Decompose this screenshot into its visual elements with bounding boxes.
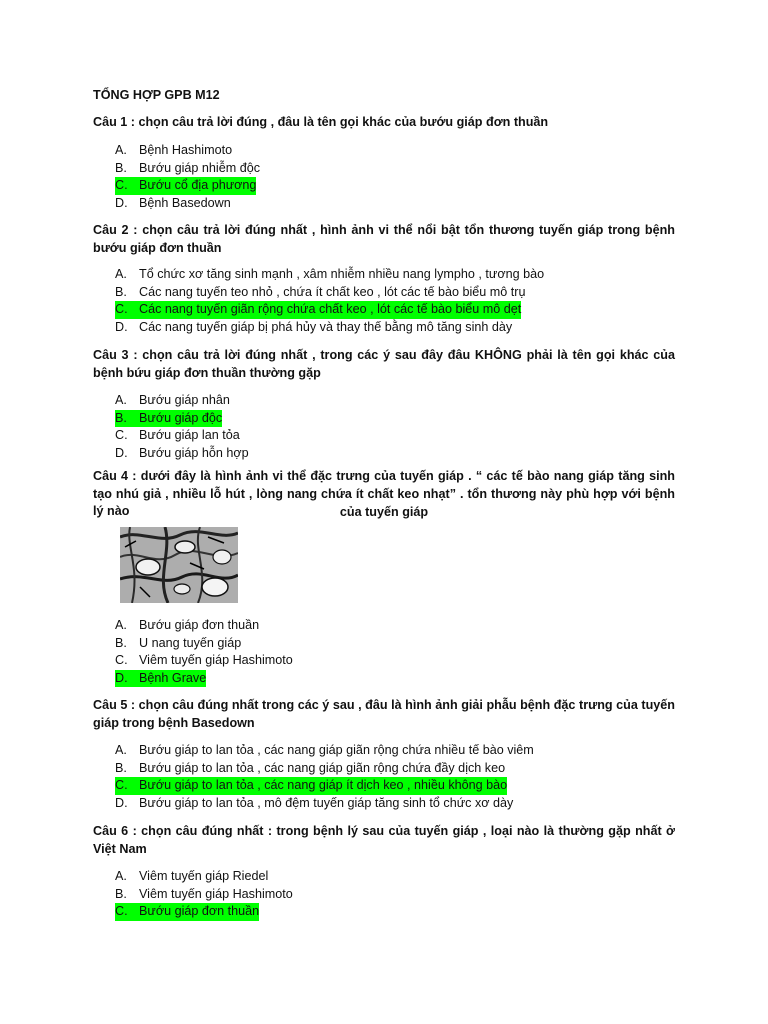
option-2-b: B. Các nang tuyến teo nhỏ , chứa ít chất keo , lót các tế bào biểu mô trụ: [115, 284, 526, 299]
option-4-b: B. U nang tuyến giáp: [115, 635, 242, 650]
option-1-d: D. Bệnh Basedown: [115, 195, 231, 210]
options-3: [115, 392, 249, 462]
option-5-d: D. Bướu giáp to lan tỏa , mô đệm tuyến giáp tăng sinh tổ chức xơ dày: [115, 795, 514, 810]
question-6: Câu 6 : chọn câu đúng nhất : trong bệnh lý sau của tuyến giáp , loại nào là thường gặp nhất ở Việt Nam: [93, 824, 675, 856]
option-5-b: B. Bướu giáp to lan tỏa , các nang giáp giãn rộng chứa đầy dịch keo: [115, 760, 506, 775]
options-6: [115, 868, 293, 921]
options-1: [115, 142, 260, 212]
option-3-c: C. Bướu giáp lan tỏa: [115, 428, 240, 443]
option-6-a: A. Viêm tuyến giáp Riedel: [115, 869, 269, 883]
question-1: Câu 1 : chọn câu trả lời đúng , đâu là tên gọi khác của bướu giáp đơn thuần: [93, 115, 549, 129]
option-4-c: C. Viêm tuyến giáp Hashimoto: [115, 653, 293, 668]
option-2-a: A. Tổ chức xơ tăng sinh mạnh , xâm nhiễm nhiều nang lympho , tương bào: [115, 267, 545, 281]
options-5: [115, 742, 534, 812]
question-3: Câu 3 : chọn câu trả lời đúng nhất , trong các ý sau đây đâu KHÔNG phải là tên gọi khác của bệnh bứu giáp đơn thuần thường gặp: [93, 348, 675, 380]
option-4-a: A. Bướu giáp đơn thuần: [115, 618, 260, 632]
micrograph-image: [120, 527, 238, 603]
option-1-c-correct: C. Bướu cổ địa phương: [115, 177, 256, 195]
options-2: [115, 266, 544, 336]
option-6-c-correct: C. Bướu giáp đơn thuần: [115, 903, 259, 921]
option-1-a: A. Bệnh Hashimoto: [115, 143, 233, 157]
option-3-d: D. Bướu giáp hỗn hợp: [115, 445, 249, 460]
option-3-b-correct: B. Bướu giáp độc: [115, 410, 222, 428]
option-5-c-correct: C. Bướu giáp to lan tỏa , các nang giáp ít dịch keo , nhiều không bào: [115, 777, 507, 795]
option-2-c-correct: C. Các nang tuyến giãn rộng chứa chất keo , lót các tế bào biểu mô dẹt: [115, 301, 521, 319]
question-5: Câu 5 : chọn câu đúng nhất trong các ý sau , đâu là hình ảnh giải phẫu bệnh đặc trưng của tuyến giáp trong bệnh Basedown: [93, 698, 675, 730]
question-2: Câu 2 : chọn câu trả lời đúng nhất , hình ảnh vi thể nổi bật tổn thương tuyến giáp trong bệnh bướu giáp đơn thuần: [93, 223, 675, 255]
question-4: Câu 4 : dưới đây là hình ảnh vi thể đặc trưng của tuyến giáp . “ các tế bào nang giáp tăng sinh tạo nhú giả , nhiều lỗ hút , lòng nang chứa ít chất keo nhạt” . tổn thương này phù hợp với bệnh lý nào: [93, 469, 675, 519]
option-6-b: B. Viêm tuyến giáp Hashimoto: [115, 886, 293, 901]
options-4: [115, 617, 293, 687]
option-5-a: A. Bướu giáp to lan tỏa , các nang giáp giãn rộng chứa nhiều tế bào viêm: [115, 743, 534, 757]
option-1-b: B. Bướu giáp nhiễm độc: [115, 160, 261, 175]
question-4-tail: của tuyến giáp: [339, 505, 429, 519]
document-title: TỔNG HỢP GPB M12: [93, 88, 220, 102]
option-3-a: A. Bướu giáp nhân: [115, 393, 230, 407]
option-4-d-correct: D. Bệnh Grave: [115, 670, 206, 688]
option-2-d: D. Các nang tuyến giáp bị phá hủy và thay thế bằng mô tăng sinh dày: [115, 319, 513, 334]
